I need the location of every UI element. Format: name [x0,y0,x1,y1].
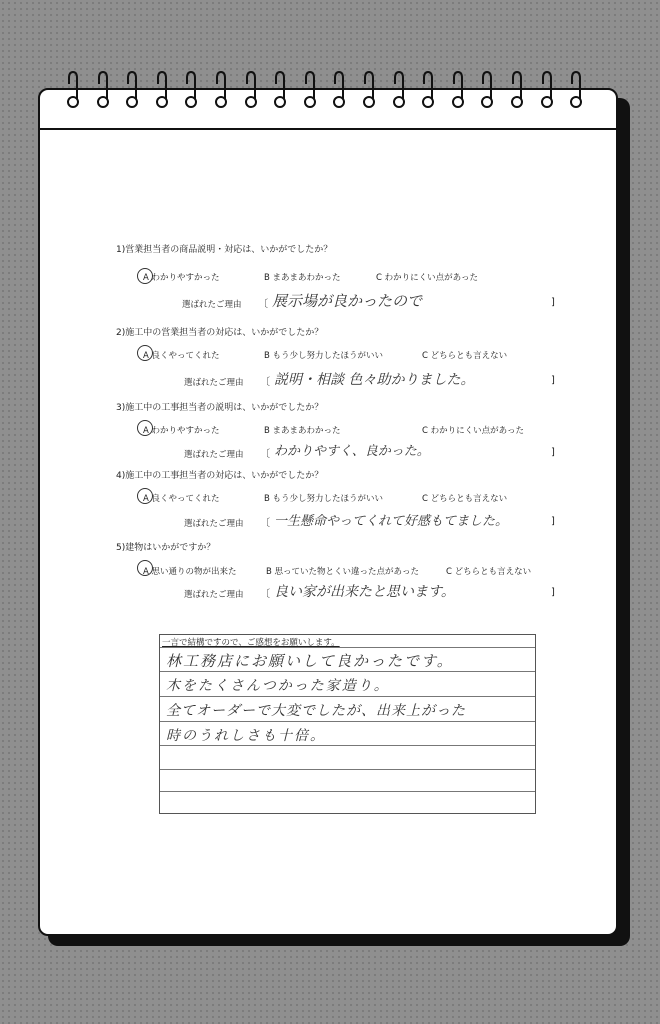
ruled-line [160,791,535,792]
question-text: 1)営業担当者の商品説明・対応は、いかがでしたか？ [116,245,333,255]
spiral-ring-icon [392,70,406,116]
question-text: 5)建物はいかがですか？ [116,543,216,553]
option-a: A わかりやすかった [143,273,220,283]
ruled-line [160,647,535,648]
comment-line-3: 全てオーダーで大変でしたが、出来上がった [166,703,466,719]
spiral-ring-icon [273,70,287,116]
notepad [38,88,618,936]
comment-line-1: 林工務店にお願いして良かったです。 [166,652,454,670]
reason-label: 選ばれたご理由 [182,300,242,310]
option-a: A 良くやってくれた [143,351,220,361]
reason-handwritten: 良い家が出来たと思います。 [274,584,455,600]
spiral-ring-icon [332,70,346,116]
bracket-close: ] [551,516,555,527]
option-b: B 思っていた物とくい違った点があった [266,567,419,577]
reason-label: 選ばれたご理由 [184,378,244,388]
spiral-ring-icon [96,70,110,116]
comment-box-header: 一言で結構ですので、ご感想をお願いします。 [162,638,340,648]
option-c: C わかりにくい点があった [422,426,525,436]
spiral-ring-icon [362,70,376,116]
bracket-open: 〔 [260,377,270,388]
question-text: 3)施工中の工事担当者の説明は、いかがでしたか？ [116,403,324,413]
comment-line-4: 時のうれしさも十倍。 [166,728,326,744]
option-a: A 良くやってくれた [143,494,220,504]
spiral-ring-icon [303,70,317,116]
option-c: C わかりにくい点があった [376,273,479,283]
ruled-line [160,769,535,770]
comment-line-2: 木をたくさんつかった家造り。 [166,678,390,694]
spiral-ring-icon [184,70,198,116]
bracket-open: 〔 [260,518,270,529]
bracket-close: ] [551,297,555,308]
bracket-open: 〔 [260,589,270,600]
option-b: B もう少し努力したほうがいい [264,494,384,504]
option-b: B まあまあわかった [264,426,341,436]
bracket-close: ] [551,587,555,598]
ruled-line [160,671,535,672]
spiral-ring-icon [125,70,139,116]
spiral-ring-icon [540,70,554,116]
option-c: C どちらとも言えない [422,494,508,504]
reason-handwritten: 展示場が良かったので [272,292,423,310]
spiral-ring-icon [569,70,583,116]
reason-label: 選ばれたご理由 [184,450,244,460]
spiral-ring-icon [155,70,169,116]
spiral-ring-icon [214,70,228,116]
reason-label: 選ばれたご理由 [184,590,244,600]
option-c: C どちらとも言えない [422,351,508,361]
spiral-ring-icon [244,70,258,116]
option-b: B もう少し努力したほうがいい [264,351,384,361]
spiral-ring-icon [66,70,80,116]
ruled-line [160,696,535,697]
reason-handwritten: 説明・相談 色々助かりました。 [274,372,475,388]
spiral-ring-icon [421,70,435,116]
bracket-open: 〔 [260,449,270,460]
question-text: 4)施工中の工事担当者の対応は、いかがでしたか？ [116,471,324,481]
option-c: C どちらとも言えない [446,567,532,577]
ruled-line [160,721,535,722]
spiral-ring-icon [451,70,465,116]
option-b: B まあまあわかった [264,273,341,283]
spiral-ring-icon [510,70,524,116]
reason-handwritten: 一生懸命やってくれて好感もてました。 [274,514,509,529]
bracket-open: 〔 [258,299,268,310]
reason-label: 選ばれたご理由 [184,519,244,529]
spiral-ring-icon [480,70,494,116]
question-text: 2)施工中の営業担当者の対応は、いかがでしたか？ [116,328,324,338]
option-a: A わかりやすかった [143,426,220,436]
bracket-close: ] [551,375,555,386]
reason-handwritten: わかりやすく、良かった。 [274,444,430,459]
comment-box [159,634,536,814]
ruled-line [160,745,535,746]
option-a: A 思い通りの物が出来た [143,567,237,577]
bracket-close: ] [551,447,555,458]
